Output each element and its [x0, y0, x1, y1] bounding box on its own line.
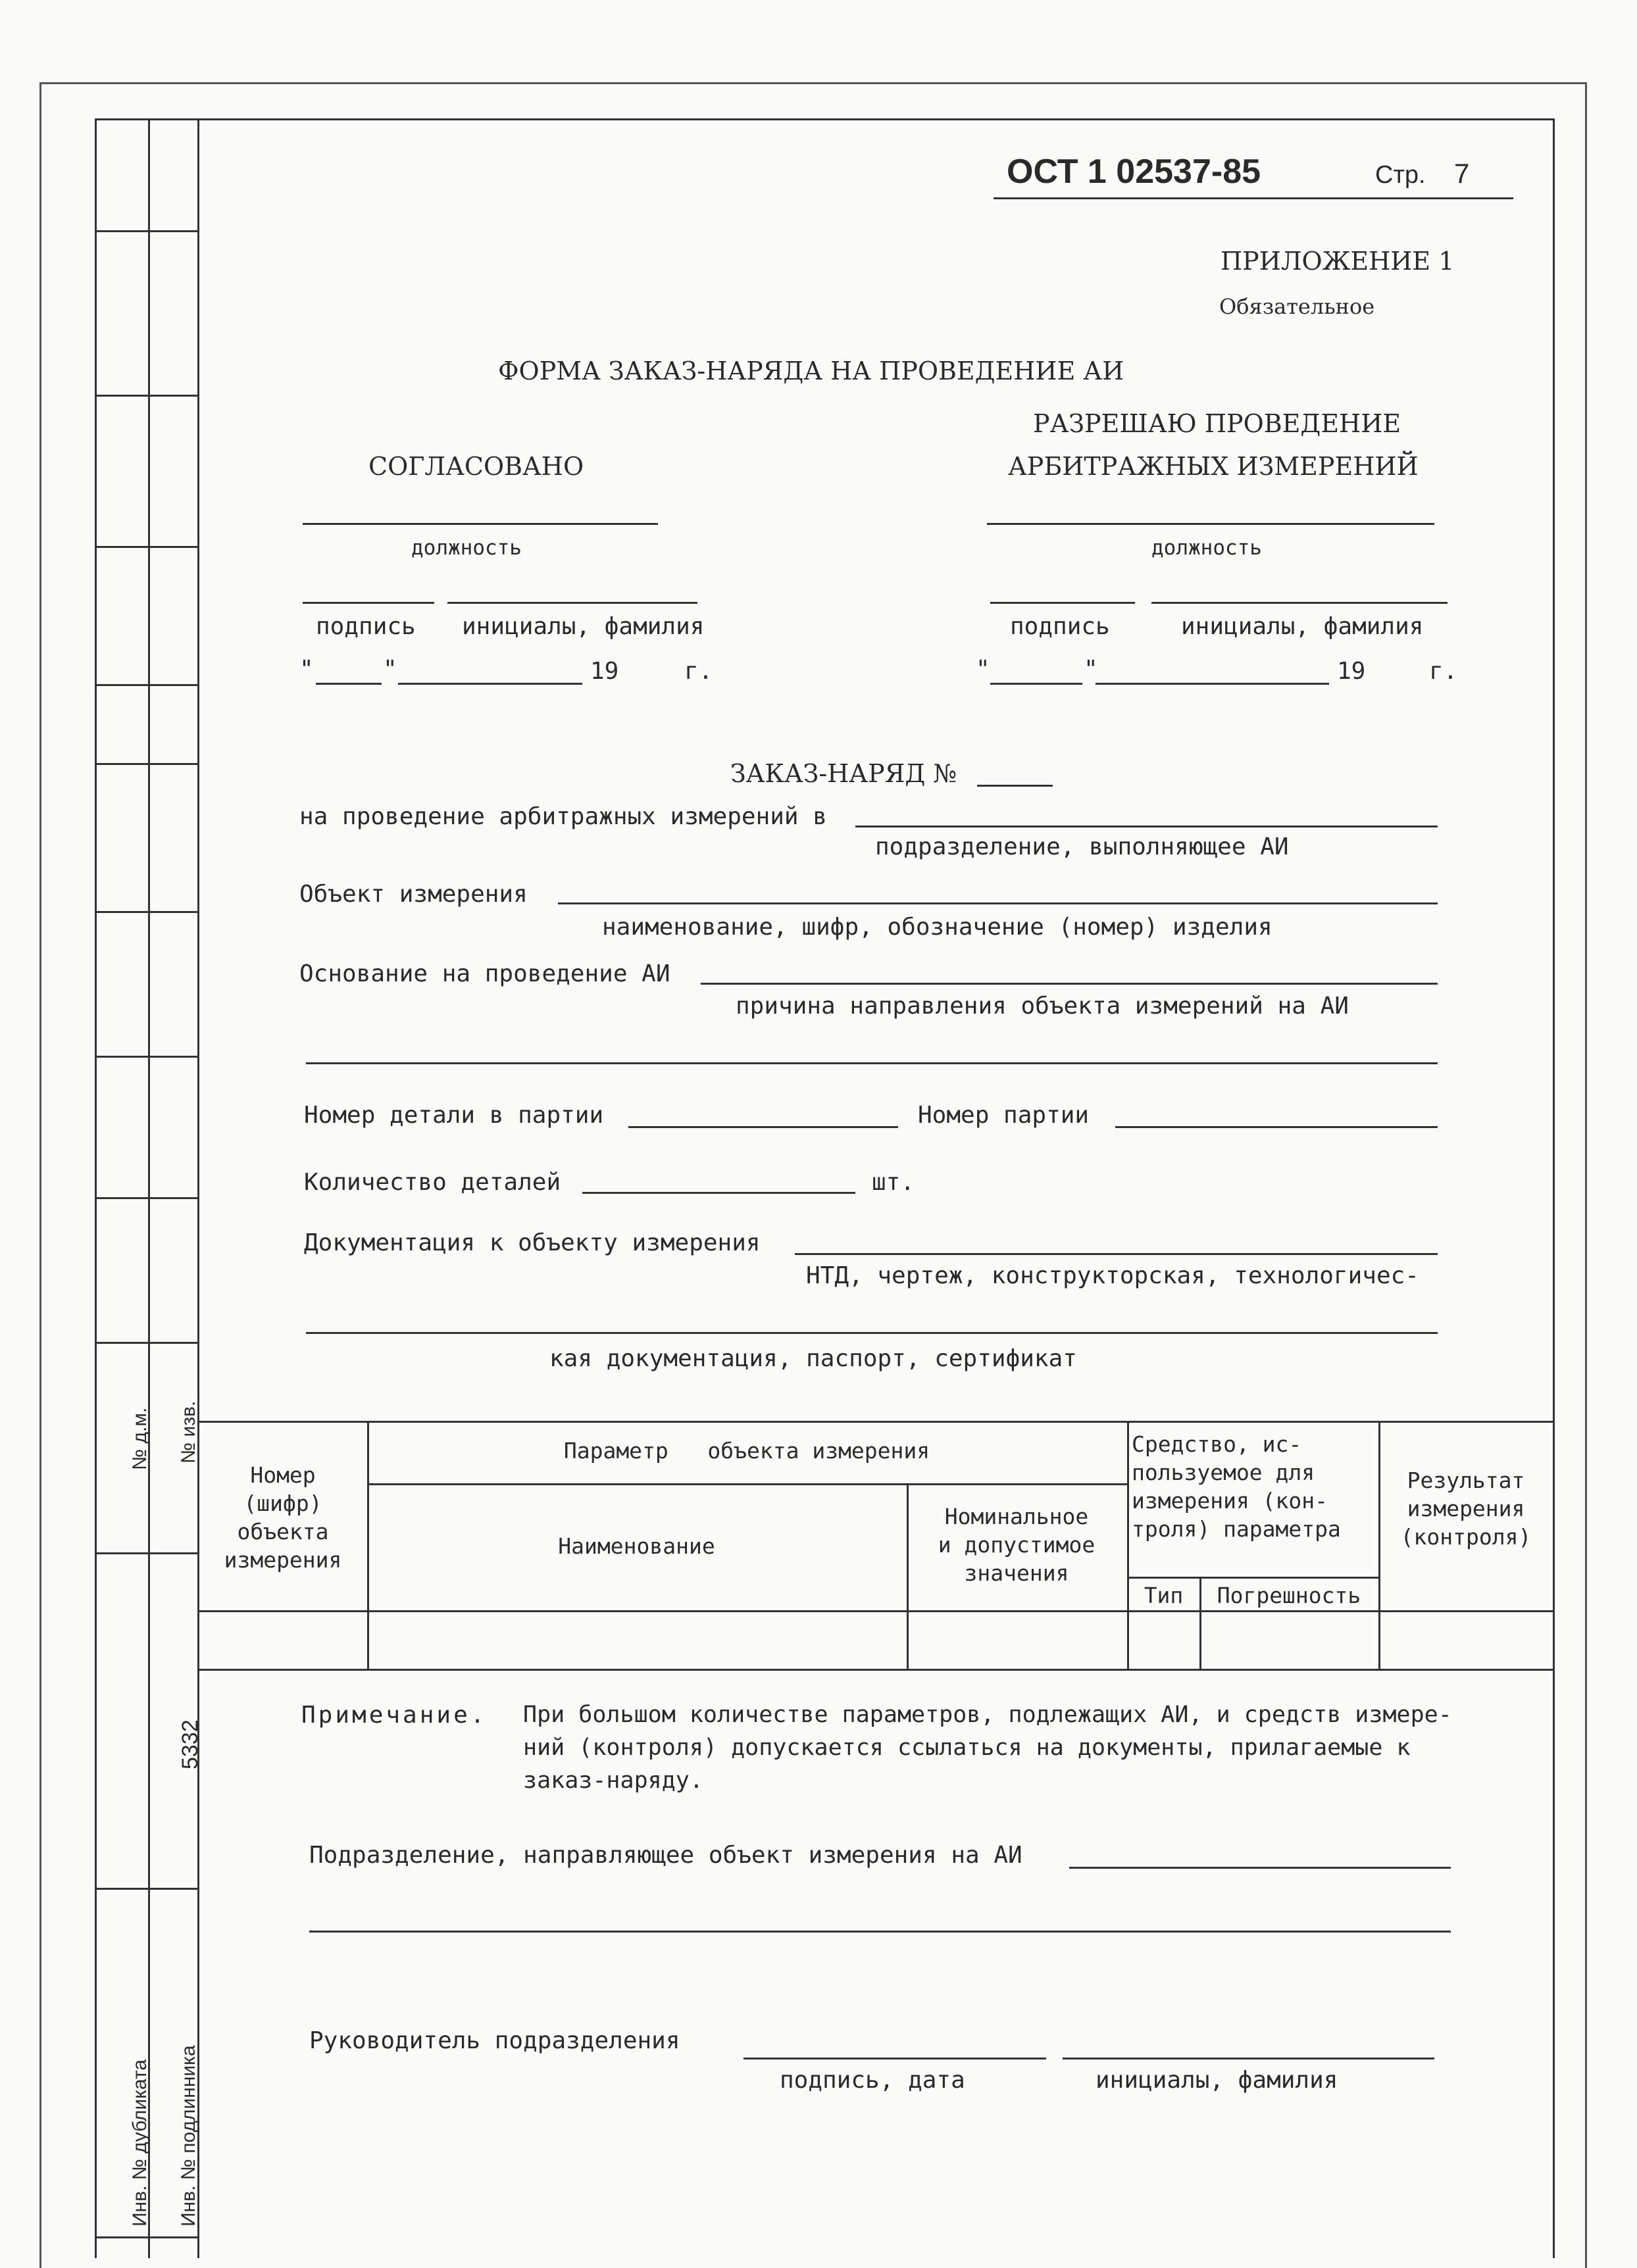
form-title: ФОРМА ЗАКАЗ-НАРЯДА НА ПРОВЕДЕНИЕ АИ [498, 357, 1124, 385]
left-date-quote-open: " [299, 656, 314, 683]
docs-label: Документация к объекту измерения [304, 1229, 761, 1256]
right-date-month-line [1096, 683, 1329, 685]
left-year-suffix: г. [684, 658, 713, 685]
page-number: 7 [1454, 158, 1470, 189]
th-means: Средство, ис- пользуемое для измерения (кон- троля) параметра [1132, 1431, 1341, 1542]
inner-frame-outer-right [1553, 118, 1555, 2258]
docs-extra-line [306, 1332, 1438, 1334]
margin-change-no: № изв. [178, 1400, 199, 1464]
docs-field [795, 1253, 1438, 1255]
th-error: Погрешность [1217, 1583, 1361, 1608]
object-label: Объект измерения [299, 881, 528, 908]
order-line1-field [855, 826, 1438, 827]
right-date-day-line [990, 683, 1082, 685]
left-signature-line [303, 602, 434, 604]
table-bottom-line [197, 1669, 1553, 1671]
th-object: Номер (шифр) объекта измерения [224, 1462, 342, 1573]
left-date-month-line [398, 683, 582, 685]
margin-grid-line [95, 1552, 197, 1554]
margin-grid-line [95, 1342, 197, 1344]
table-type-error-line [1127, 1577, 1378, 1579]
right-name-caption: инициалы, фамилия [1181, 613, 1424, 640]
right-signature-caption: подпись [1010, 613, 1110, 640]
basis-caption: причина направления объекта измерений на АИ [736, 993, 1349, 1020]
right-date-quote-close: " [1084, 656, 1098, 683]
left-date-quote-close: " [383, 656, 397, 683]
note-line-3: заказ-наряду. [523, 1767, 703, 1794]
head-signature-caption: подпись, дата [780, 2067, 965, 2094]
margin-inv-duplicate: Инв. № дубликата [129, 2059, 151, 2227]
docs-caption-2: кая документация, паспорт, сертификат [549, 1345, 1077, 1372]
batch-number-field [1115, 1126, 1438, 1128]
margin-grid-line [95, 684, 197, 686]
th-result: Результат измерения (контроля) [1400, 1467, 1532, 1550]
docs-caption-1: НТД, чертеж, конструкторская, технологичес- [806, 1262, 1419, 1289]
right-year-suffix: г. [1429, 658, 1458, 685]
basis-extra-line [306, 1062, 1438, 1064]
margin-grid-line [95, 230, 197, 232]
right-name-line [1151, 602, 1448, 604]
head-label: Руководитель подразделения [309, 2027, 680, 2054]
right-approval-heading-1: РАЗРЕШАЮ ПРОВЕДЕНИЕ [1033, 409, 1401, 438]
order-line1-caption: подразделение, выполняющее АИ [875, 833, 1289, 860]
right-date-quote-open: " [976, 656, 990, 683]
note-line-1: При большом количестве параметров, подлежащих АИ, и средств измере- [523, 1702, 1452, 1728]
left-position-caption: должность [411, 536, 522, 560]
basis-field [701, 983, 1438, 985]
table-subheader-line [367, 1483, 1127, 1485]
right-position-line [987, 523, 1434, 525]
department-field [1069, 1867, 1451, 1869]
basis-label: Основание на проведение АИ [299, 960, 670, 987]
margin-inv-original: Инв. № подлинника [178, 2045, 199, 2227]
part-number-label: Номер детали в партии [304, 1102, 604, 1129]
margin-grid-line [95, 1197, 197, 1199]
table-header-bottom-line [197, 1610, 1553, 1612]
th-name: Наименование [558, 1533, 715, 1559]
note-label: Примечание. [301, 1702, 488, 1729]
margin-grid-line [95, 1056, 197, 1058]
right-signature-line [990, 602, 1135, 604]
left-signature-caption: подпись [316, 613, 416, 640]
head-signature-field [743, 2058, 1046, 2059]
table-top-line [197, 1421, 1553, 1423]
th-type: Тип [1144, 1583, 1184, 1608]
left-name-line [447, 602, 697, 604]
inner-frame-top [95, 118, 1553, 120]
appendix-status: Обязательное [1219, 294, 1375, 319]
batch-number-label: Номер партии [918, 1102, 1090, 1129]
margin-grid-line [95, 763, 197, 765]
head-name-field [1063, 2058, 1434, 2059]
inner-frame-right [197, 118, 199, 2258]
left-year: 19 [590, 658, 619, 685]
note-line-2: ний (контроля) допускается ссылаться на документы, прилагаемые к [523, 1735, 1411, 1761]
order-line1-label: на проведение арбитражных измерений в [299, 803, 827, 830]
quantity-label: Количество деталей [304, 1169, 561, 1196]
th-nominal: Номинальное и допустимое значения [938, 1504, 1096, 1586]
quantity-unit: шт. [872, 1169, 915, 1196]
page-label: Стр. [1375, 161, 1426, 189]
head-name-caption: инициалы, фамилия [1096, 2067, 1338, 2094]
margin-grid-line [95, 546, 197, 548]
right-approval-heading-2: АРБИТРАЖНЫХ ИЗМЕРЕНИЙ [1008, 452, 1419, 481]
margin-grid-line [95, 395, 197, 397]
table-col-divider [1127, 1421, 1129, 1669]
right-position-caption: должность [1151, 536, 1262, 560]
inner-frame-mid [148, 118, 150, 2258]
department-extra-line [309, 1931, 1451, 1933]
department-label: Подразделение, направляющее объект измерения на АИ [309, 1842, 1022, 1869]
order-title: ЗАКАЗ-НАРЯД № [730, 759, 957, 788]
object-field [558, 902, 1438, 904]
object-caption: наименование, шифр, обозначение (номер) изделия [602, 914, 1272, 941]
part-number-field [628, 1126, 898, 1128]
left-approval-heading: СОГЛАСОВАНО [368, 452, 584, 481]
appendix-title: ПРИЛОЖЕНИЕ 1 [1221, 247, 1455, 276]
margin-grid-line [95, 911, 197, 913]
standard-number: ОСТ 1 02537-85 [1007, 153, 1261, 191]
order-number-line [977, 785, 1053, 787]
margin-inv-number: 5332 [178, 1719, 203, 1769]
inner-frame-left [95, 118, 97, 2258]
th-param-group: Параметр объекта измерения [563, 1438, 930, 1464]
quantity-field [582, 1192, 855, 1194]
margin-grid-line [95, 1888, 197, 1890]
margin-grid-line [95, 2236, 197, 2238]
header-rule [994, 197, 1513, 199]
margin-doc-no: № д.м. [129, 1407, 151, 1470]
right-year: 19 [1337, 658, 1366, 685]
left-date-day-line [316, 683, 382, 685]
left-name-caption: инициалы, фамилия [462, 613, 705, 640]
left-position-line [303, 523, 658, 525]
